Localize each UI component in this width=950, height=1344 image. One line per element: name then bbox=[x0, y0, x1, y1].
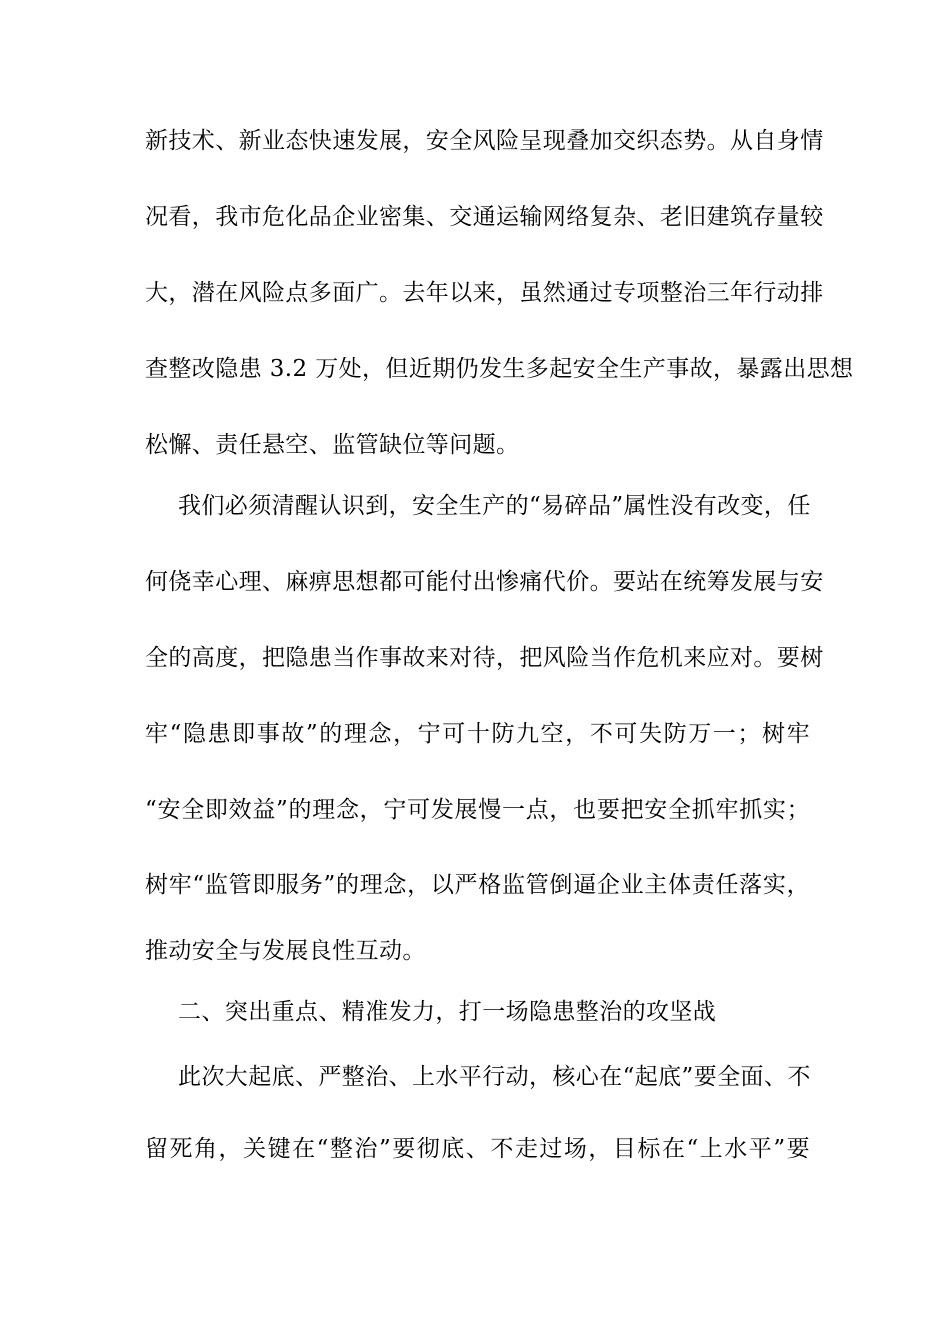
paragraph-3-line-2: 留死角，关键在“整治”要彻底、不走过场，目标在“上水平”要 bbox=[145, 1136, 810, 1162]
paragraph-2-line-1: 我们必须清醒认识到，安全生产的“易碎品”属性没有改变，任 bbox=[178, 493, 811, 519]
section-heading: 二、突出重点、精准发力，打一场隐患整治的攻坚战 bbox=[178, 999, 717, 1025]
paragraph-2-line-7: 推动安全与发展良性互动。 bbox=[145, 938, 426, 964]
paragraph-1-line-5: 松懈、责任悬空、监管缺位等问题。 bbox=[145, 432, 520, 458]
paragraph-2-line-6: 树牢“监管即服务”的理念，以严格监管倒逼企业主体责任落实， bbox=[145, 872, 810, 898]
paragraph-2-line-2: 何侥幸心理、麻痹思想都可能付出惨痛代价。要站在统筹发展与安 bbox=[145, 569, 824, 595]
paragraph-2-line-3: 全的高度，把隐患当作事故来对待，把风险当作危机来应对。要树 bbox=[145, 645, 824, 671]
paragraph-3-line-1: 此次大起底、严整治、上水平行动，核心在“起底”要全面、不 bbox=[178, 1064, 811, 1090]
paragraph-1-line-4: 查整改隐患 3.2 万处，但近期仍发生多起安全生产事故，暴露出思想 bbox=[145, 356, 854, 382]
paragraph-1-line-2: 况看，我市危化品企业密集、交通运输网络复杂、老旧建筑存量较 bbox=[145, 204, 824, 230]
paragraph-1-line-1: 新技术、新业态快速发展，安全风险呈现叠加交织态势。从自身情 bbox=[145, 128, 824, 154]
paragraph-1-line-3: 大，潜在风险点多面广。去年以来，虽然通过专项整治三年行动排 bbox=[145, 280, 824, 306]
paragraph-2-line-5: “安全即效益”的理念，宁可发展慢一点，也要把安全抓牢抓实； bbox=[145, 797, 810, 823]
paragraph-2-line-4: 牢“隐患即事故”的理念，宁可十防九空，不可失防万一；树牢 bbox=[145, 721, 810, 747]
